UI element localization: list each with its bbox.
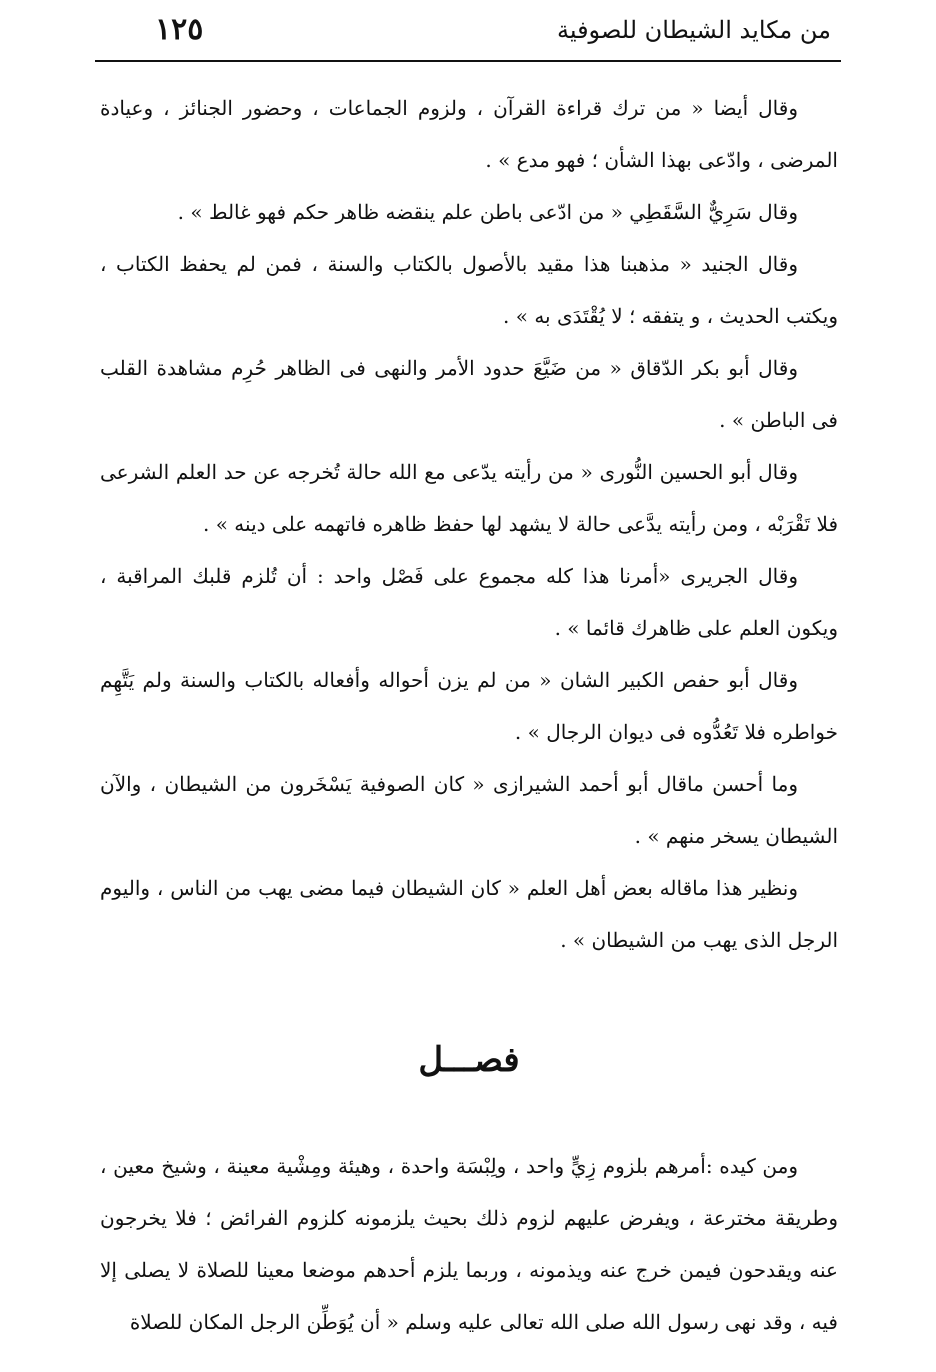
- paragraph: وما أحسن ماقال أبو أحمد الشيرازى « كان الصوفية يَسْخَرون من الشيطان ، والآن الشيطان يسخر منهم » .: [100, 772, 838, 848]
- page-number: ١٢٥: [155, 12, 204, 47]
- paragraph: وقال الجنيد « مذهبنا هذا مقيد بالأصول بالكتاب والسنة ، فمن لم يحفظ الكتاب ، ويكتب الحديث ، و يتفقه ؛ لا يُقْتَدَى به » .: [100, 252, 838, 328]
- paragraph: وقال أبو الحسين النُّورى « من رأيته يدّعى مع الله حالة تُخرجه عن حد العلم الشرعى فلا تَقْرَبْه ، ومن رأيته يدَّعى حالة لا يشهد لها حفظ ظاهره فاتهمه على دينه » .: [100, 460, 838, 536]
- page-header: [95, 8, 841, 56]
- paragraph: وقال أيضا « من ترك قراءة القرآن ، ولزوم الجماعات ، وحضور الجنائز ، وعيادة المرضى ، وادّعى بهذا الشأن ؛ فهو مدع » .: [100, 96, 838, 172]
- section-body: [100, 1140, 838, 1348]
- paragraph: وقال أبو حفص الكبير الشان « من لم يزن أحواله وأفعاله بالكتاب والسنة ولم يَتَّهِم خواطره فلا تَعُدُّوه فى ديوان الرجال » .: [100, 668, 838, 744]
- paragraph: ومن كيده :أمرهم بلزوم زِيٍّ واحد ، ولِبْسَة واحدة ، وهيئة ومِشْية معينة ، وشيخ معين ، وطريقة مخترعة ، ويفرض عليهم لزوم ذلك بحيث يلزمونه كلزوم الفرائض ؛ فلا يخرجون عنه ويقدحون فيمن خرج عنه ويذمونه ، وربما يلزم أحدهم موضعا معينا للصلاة لا يصلى إلا فيه ، وقد نهى رسول الله صلى الله تعالى عليه وسلم « أن يُوَطِّن الرجل المكان للصلاة: [100, 1154, 838, 1334]
- paragraph: وقال سَرِيٌّ السَّقَطِي « من ادّعى باطن علم ينقضه ظاهر حكم فهو غالط » .: [177, 200, 798, 224]
- paragraph: وقال الجريرى «أمرنا هذا كله مجموع على فَصْل واحد : أن تُلزم قلبك المراقبة ، ويكون العلم على ظاهرك قائما » .: [100, 564, 838, 640]
- section-heading: فصـــل: [418, 1040, 520, 1080]
- paragraph: ونظير هذا ماقاله بعض أهل العلم « كان الشيطان فيما مضى يهب من الناس ، واليوم الرجل الذى يهب من الشيطان » .: [100, 876, 838, 952]
- main-text: [100, 82, 838, 1140]
- running-title: من مكايد الشيطان للصوفية: [556, 16, 831, 44]
- header-rule: [95, 60, 841, 62]
- paragraph: وقال أبو بكر الدّقاق « من ضَيَّعَ حدود الأمر والنهى فى الظاهر حُرِم مشاهدة القلب فى الباطن » .: [100, 356, 838, 432]
